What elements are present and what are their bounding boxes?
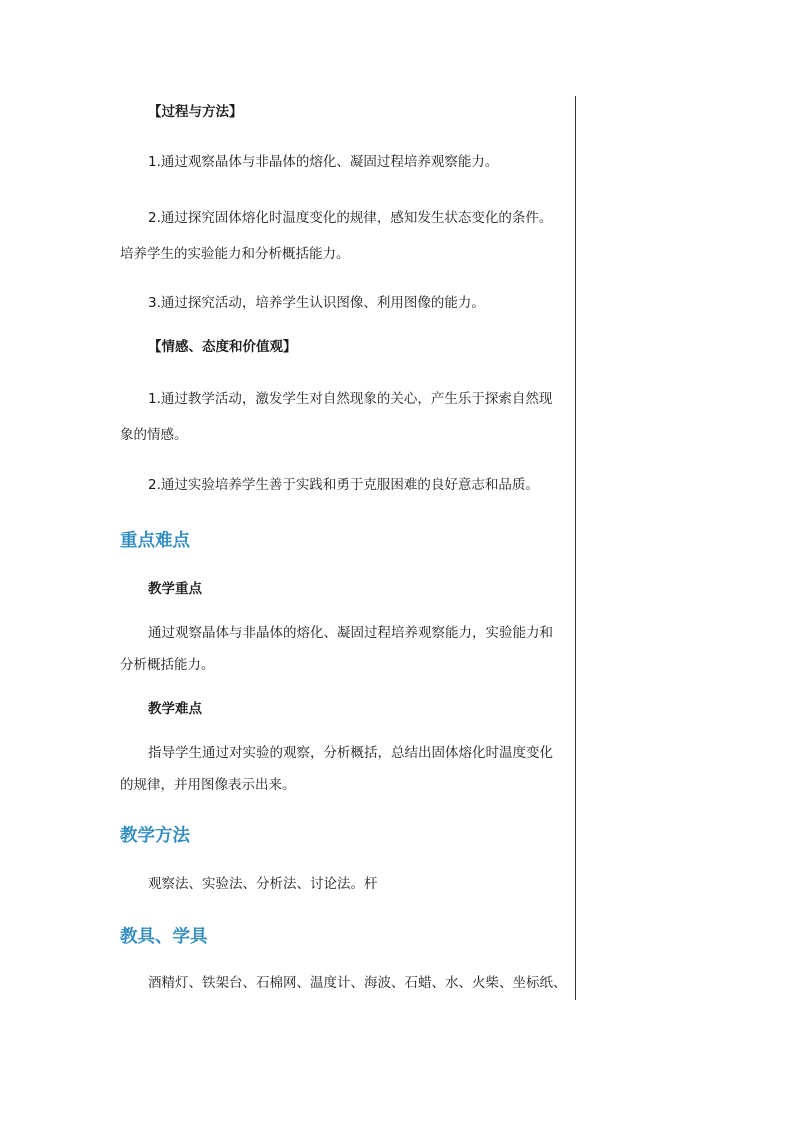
heading-key-points: 重点难点: [120, 531, 190, 551]
paragraph-line: 1.通过观察晶体与非晶体的熔化、凝固过程培养观察能力。: [148, 154, 499, 170]
paragraph-line: 通过观察晶体与非晶体的熔化、凝固过程培养观察能力，实验能力和: [148, 625, 553, 641]
paragraph-line: 2.通过实验培养学生善于实践和勇于克服困难的良好意志和品质。: [148, 477, 539, 493]
heading-tools: 教具、学具: [120, 927, 208, 947]
paragraph-line: 指导学生通过对实验的观察，分析概括，总结出固体熔化时温度变化: [148, 745, 553, 761]
paragraph-line: 的规律，并用图像表示出来。: [120, 777, 296, 793]
section-title-emotion: 【情感、态度和价值观】: [148, 339, 297, 355]
heading-methods: 教学方法: [120, 826, 190, 846]
paragraph-line: 培养学生的实验能力和分析概括能力。: [120, 246, 350, 262]
paragraph-line: 1.通过教学活动，激发学生对自然现象的关心，产生乐于探索自然现: [148, 391, 553, 407]
paragraph-line: 分析概括能力。: [120, 657, 215, 673]
paragraph-line: 酒精灯、铁架台、石棉网、温度计、海波、石蜡、水、火柴、坐标纸、: [148, 975, 567, 991]
subheading-difficulty: 教学难点: [148, 701, 202, 717]
paragraph-line: 2.通过探究固体熔化时温度变化的规律，感知发生状态变化的条件。: [148, 210, 553, 226]
paragraph-line: 观察法、实验法、分析法、讨论法。杆: [148, 876, 378, 892]
section-title-process-method: 【过程与方法】: [148, 104, 243, 120]
subheading-focus: 教学重点: [148, 581, 202, 597]
paragraph-line: 象的情感。: [120, 427, 188, 443]
paragraph-line: 3.通过探究活动，培养学生认识图像、利用图像的能力。: [148, 295, 485, 311]
